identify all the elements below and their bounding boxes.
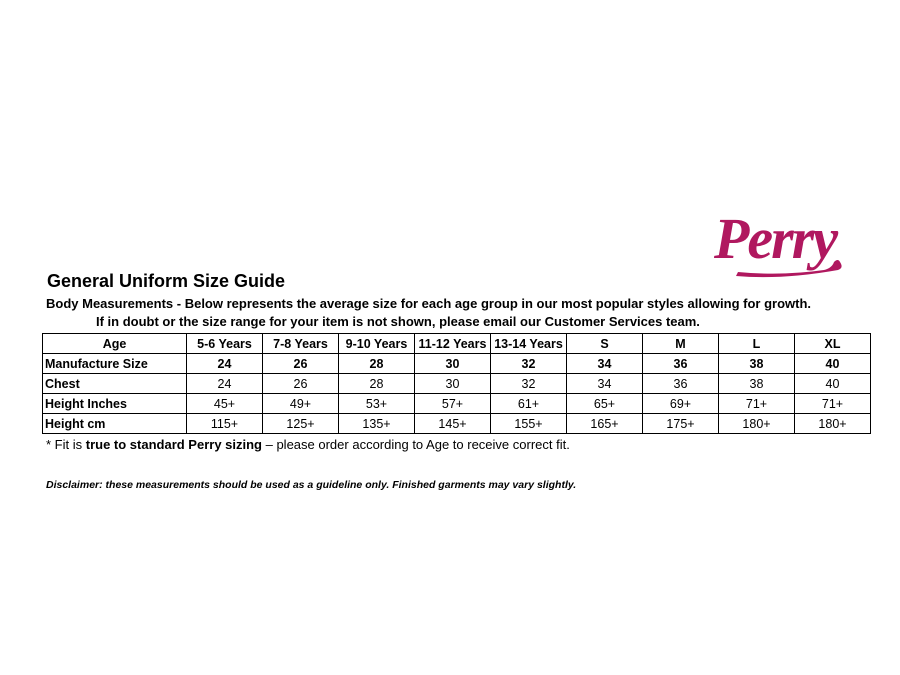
table-cell: 34 — [567, 354, 643, 374]
header-col: L — [719, 334, 795, 354]
header-col: XL — [795, 334, 871, 354]
table-cell: 28 — [339, 354, 415, 374]
table-cell: 30 — [415, 374, 491, 394]
header-col: 9-10 Years — [339, 334, 415, 354]
table-row — [43, 354, 871, 374]
table-cell: 36 — [643, 374, 719, 394]
disclaimer-text: Disclaimer: these measurements should be used as a guideline only. Finished garments may vary slightly. — [46, 479, 577, 491]
table-cell: 71+ — [719, 394, 795, 414]
table-cell: 155+ — [491, 414, 567, 434]
table-cell: 53+ — [339, 394, 415, 414]
table-cell: 38 — [719, 374, 795, 394]
header-col: 7-8 Years — [263, 334, 339, 354]
table-cell: 65+ — [567, 394, 643, 414]
header-col: 5-6 Years — [187, 334, 263, 354]
table-cell: 180+ — [795, 414, 871, 434]
table-cell: 40 — [795, 374, 871, 394]
table-cell: 69+ — [643, 394, 719, 414]
table-cell: 175+ — [643, 414, 719, 434]
table-cell: 125+ — [263, 414, 339, 434]
table-cell: 45+ — [187, 394, 263, 414]
header-col: M — [643, 334, 719, 354]
table-cell: 135+ — [339, 414, 415, 434]
table-cell: 34 — [567, 374, 643, 394]
table-cell: 165+ — [567, 414, 643, 434]
table-row — [43, 414, 871, 434]
table-cell: 26 — [263, 374, 339, 394]
row-label: Height Inches — [43, 394, 187, 414]
header-col: S — [567, 334, 643, 354]
logo-wordmark: Perry — [714, 206, 837, 271]
table-header-row — [43, 334, 871, 354]
page-title: General Uniform Size Guide — [47, 271, 286, 291]
footnote-emphasis: true to standard Perry sizing — [85, 437, 262, 452]
table-cell: 36 — [643, 354, 719, 374]
table-cell: 61+ — [491, 394, 567, 414]
perry-logo — [712, 196, 848, 288]
table-cell: 32 — [491, 354, 567, 374]
size-guide-table — [42, 333, 871, 434]
header-col: 11-12 Years — [415, 334, 491, 354]
table-row — [43, 374, 871, 394]
table-cell: 40 — [795, 354, 871, 374]
table-cell: 38 — [719, 354, 795, 374]
table-cell: 30 — [415, 354, 491, 374]
footnote-suffix: – please order according to Age to receive correct fit. — [262, 437, 570, 452]
table-cell: 145+ — [415, 414, 491, 434]
row-label: Height cm — [43, 414, 187, 434]
fit-footnote — [46, 437, 570, 452]
table-cell: 71+ — [795, 394, 871, 414]
table-cell: 32 — [491, 374, 567, 394]
table-cell: 24 — [187, 354, 263, 374]
table-cell: 57+ — [415, 394, 491, 414]
intro-line-1: Body Measurements - Below represents the average size for each age group in our most popular styles allowing for growth. — [46, 296, 812, 311]
table-cell: 24 — [187, 374, 263, 394]
header-age: Age — [43, 334, 187, 354]
table-row — [43, 394, 871, 414]
header-col: 13-14 Years — [491, 334, 567, 354]
table-cell: 115+ — [187, 414, 263, 434]
row-label: Manufacture Size — [43, 354, 187, 374]
intro-line-2: If in doubt or the size range for your item is not shown, please email our Customer Services team. — [96, 314, 700, 329]
table-cell: 26 — [263, 354, 339, 374]
row-label: Chest — [43, 374, 187, 394]
table-cell: 180+ — [719, 414, 795, 434]
table-cell: 49+ — [263, 394, 339, 414]
footnote-prefix: * Fit is — [46, 437, 86, 452]
table-cell: 28 — [339, 374, 415, 394]
